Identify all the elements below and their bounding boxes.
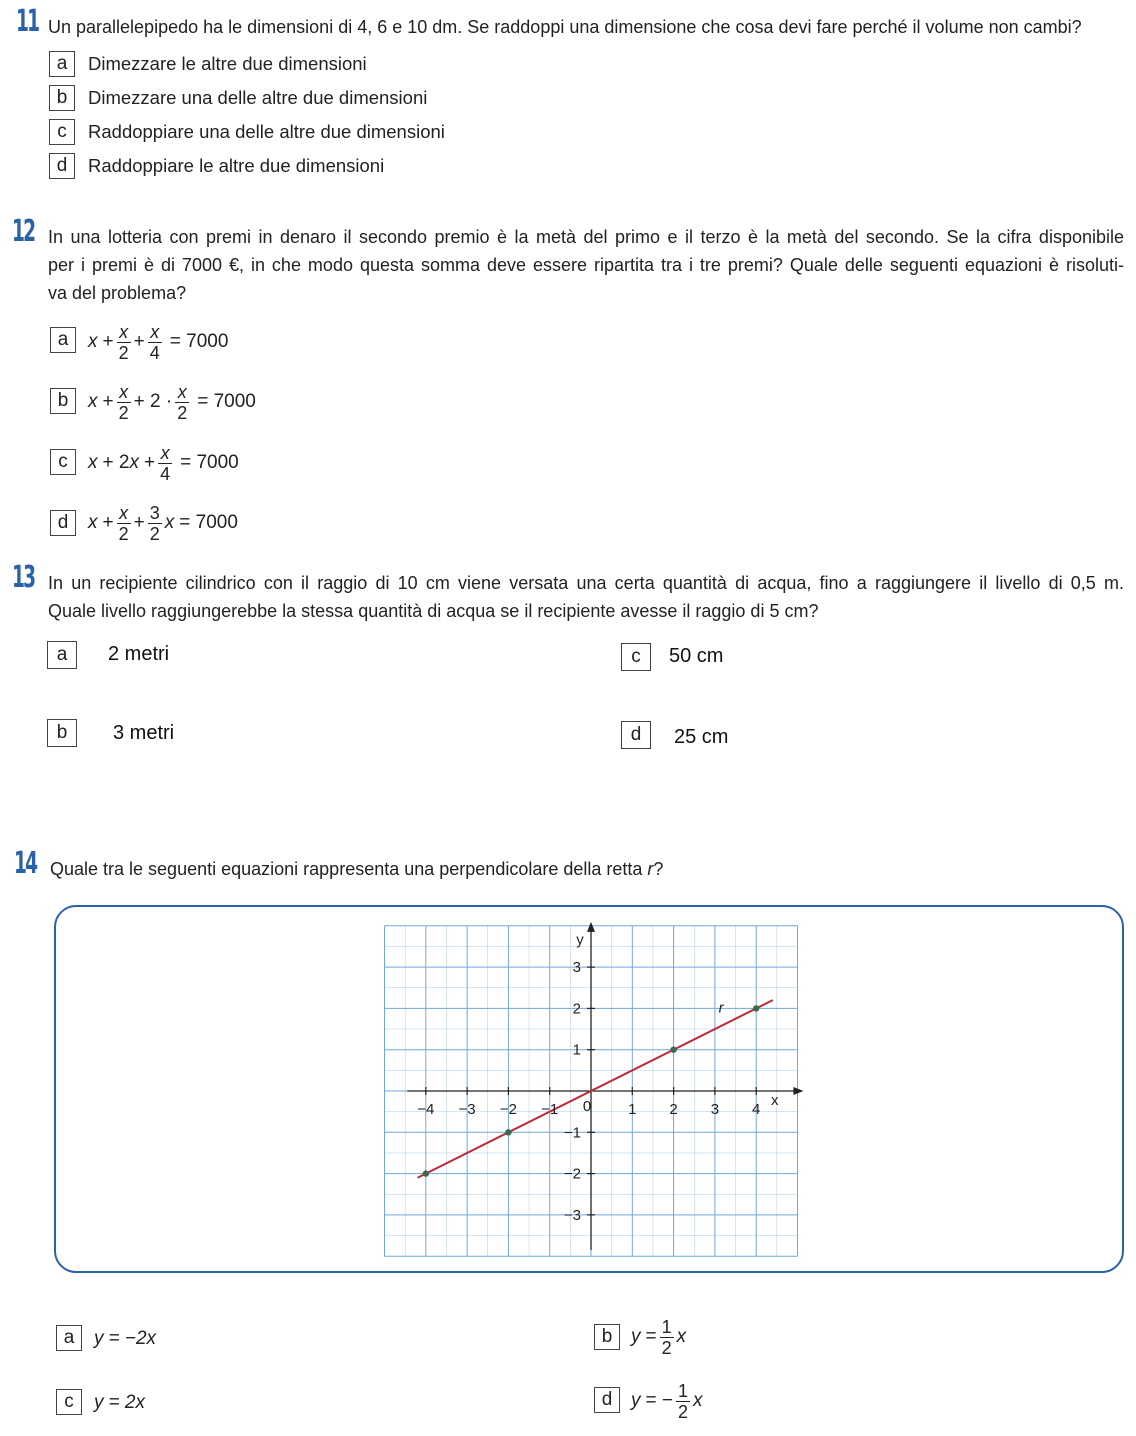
- q11-option-a-text: Dimezzare le altre due dimensioni: [88, 53, 367, 74]
- origin-label: 0: [582, 1098, 592, 1115]
- question-13-line-2: Quale livello raggiungerebbe la stessa quantità di acqua se il recipiente avesse il raggio di 5 cm?: [48, 601, 819, 621]
- q13-option-a-text: 2 metri: [108, 643, 170, 665]
- q12-option-c-box[interactable]: c: [50, 449, 76, 475]
- x-tick-label: 3: [710, 1101, 720, 1118]
- q13-option-b-text: 3 metri: [113, 722, 175, 744]
- eq-operator: +: [133, 512, 145, 533]
- q13-option-d-box[interactable]: d: [621, 721, 651, 749]
- eq-result: = 7000: [180, 452, 239, 473]
- q14-option-c-box[interactable]: c: [56, 1389, 82, 1415]
- eq-operator: +: [102, 331, 114, 352]
- q12-option-d-box[interactable]: d: [50, 510, 76, 536]
- eq-result: = 7000: [169, 331, 229, 352]
- series-label-r: r: [718, 999, 724, 1017]
- q13-option-c-text: 50 cm: [669, 645, 724, 667]
- q14-option-b-box[interactable]: b: [594, 1324, 620, 1350]
- eq-term: x: [88, 391, 98, 412]
- question-12-line-3: va del problema?: [48, 283, 187, 303]
- q11-option-b-box[interactable]: b: [49, 85, 75, 111]
- q14-option-d-box[interactable]: d: [594, 1387, 620, 1413]
- x-tick-label: −3: [458, 1101, 476, 1118]
- series-line-r: [418, 1000, 773, 1178]
- eq-term: x: [164, 512, 175, 533]
- y-tick-label: −1: [563, 1124, 581, 1142]
- question-14-text-main: Quale tra le seguenti equazioni rappresenta una perpendicolare della retta: [50, 859, 648, 879]
- eq-result: = −2x: [108, 1328, 157, 1349]
- eq-fraction: $\frac{3}{2}$: [149, 502, 160, 544]
- x-axis-arrow: [793, 1087, 803, 1095]
- eq-operator: + 2: [102, 452, 130, 473]
- q14-option-a-equation: [94, 1324, 156, 1354]
- q11-option-b-text: Dimezzare una delle altre due dimensioni: [88, 87, 428, 108]
- q14-option-a-box[interactable]: a: [56, 1325, 82, 1351]
- data-point: [423, 1170, 429, 1176]
- question-14-text-var: r: [647, 859, 654, 879]
- eq-term: x: [88, 512, 98, 533]
- eq-term: x: [676, 1326, 687, 1347]
- eq-fraction: $\frac{x}{4}$: [160, 442, 171, 484]
- eq-term: x: [88, 331, 98, 352]
- x-tick-label: −4: [417, 1101, 435, 1118]
- line-graph: [370, 920, 810, 1260]
- eq-fraction: $\frac{1}{2}$: [677, 1380, 688, 1422]
- y-tick-label: −3: [563, 1206, 581, 1224]
- eq-fraction: $\frac{x}{2}$: [118, 502, 129, 544]
- eq-fraction: $\frac{x}{2}$: [118, 381, 129, 423]
- question-12-line-1: In una lotteria con premi in denaro il secondo premio è la metà del primo e il terzo è la metà del secondo. Se la cifra disponibile: [48, 227, 1124, 247]
- eq-fraction: $\frac{x}{4}$: [149, 321, 160, 363]
- eq-term: x: [88, 452, 98, 473]
- q13-option-b-box[interactable]: b: [47, 719, 77, 747]
- x-tick-label: −1: [541, 1101, 559, 1118]
- y-tick-label: 2: [572, 1000, 581, 1018]
- eq-fraction: $\frac{1}{2}$: [661, 1316, 672, 1358]
- eq-result: = 2x: [108, 1392, 145, 1413]
- eq-operator: +: [133, 331, 145, 352]
- q14-option-b-equation: [631, 1313, 686, 1361]
- data-point: [753, 1005, 759, 1011]
- q11-option-d-box[interactable]: d: [49, 153, 75, 179]
- q12-option-b-equation: [88, 378, 256, 426]
- eq-term: y: [94, 1328, 104, 1349]
- question-14-text-end: ?: [653, 859, 664, 879]
- eq-fraction: $\frac{x}{2}$: [118, 321, 129, 363]
- q12-option-c-equation: [88, 439, 239, 487]
- q13-option-c-box[interactable]: c: [621, 643, 651, 671]
- series: [418, 1000, 773, 1178]
- eq-operator: +: [143, 452, 156, 473]
- question-number-11: 11: [16, 4, 39, 39]
- eq-operator: +: [102, 391, 114, 412]
- eq-operator: +: [102, 512, 114, 533]
- y-axis-arrow: [587, 922, 595, 932]
- eq-result: = 7000: [179, 512, 238, 533]
- q11-option-c-box[interactable]: c: [49, 119, 75, 145]
- q11-option-c-text: Raddoppiare una delle altre due dimensioni: [88, 121, 445, 142]
- eq-term: y: [631, 1326, 641, 1347]
- question-12-line-2: per i premi è di 7000 €, in che modo questa somma deve essere ripartita tra i tre premi? Quale delle seguenti equazioni è risoluti-: [48, 255, 1124, 275]
- x-tick-label: 2: [669, 1101, 678, 1118]
- eq-term: x: [129, 452, 139, 473]
- y-tick-label: 1: [572, 1041, 581, 1059]
- x-tick-label: −2: [499, 1101, 517, 1118]
- eq-term: y: [94, 1392, 104, 1413]
- labels: [417, 931, 779, 1223]
- question-number-14: 14: [14, 846, 37, 881]
- eq-term: y: [631, 1390, 641, 1411]
- x-tick-label: 1: [628, 1101, 637, 1118]
- y-axis-label: y: [576, 931, 584, 949]
- q11-option-a-box[interactable]: a: [49, 51, 75, 77]
- eq-operator: = −: [645, 1390, 673, 1411]
- question-14-text: [50, 856, 663, 883]
- data-point: [505, 1129, 511, 1135]
- eq-result: = 7000: [197, 391, 256, 412]
- q11-option-d-text: Raddoppiare le altre due dimensioni: [88, 155, 385, 176]
- q12-option-b-box[interactable]: b: [50, 388, 76, 414]
- question-number-13: 13: [12, 560, 35, 595]
- eq-operator: + 2 ·: [133, 391, 173, 412]
- x-axis-label: x: [771, 1092, 779, 1109]
- eq-operator: =: [645, 1326, 657, 1347]
- q13-option-d-text: 25 cm: [674, 726, 729, 748]
- y-tick-label: −2: [563, 1165, 581, 1183]
- eq-term: x: [693, 1390, 703, 1411]
- x-tick-label: 4: [752, 1101, 761, 1118]
- eq-fraction: $\frac{x}{2}$: [177, 381, 188, 423]
- q13-option-a-box[interactable]: a: [47, 641, 77, 669]
- question-13-line-1: In un recipiente cilindrico con il raggio di 10 cm viene versata una certa quantità di acqua, fino a raggiungere il livello di 0,5 m.: [48, 573, 1124, 593]
- y-tick-label: 3: [572, 959, 581, 977]
- q12-option-a-equation: [88, 318, 228, 366]
- q12-option-d-equation: [88, 499, 238, 547]
- q14-option-d-equation: [631, 1377, 703, 1425]
- q12-option-a-box[interactable]: a: [50, 327, 76, 353]
- q14-option-c-equation: [94, 1388, 145, 1418]
- question-number-12: 12: [12, 214, 35, 249]
- question-11-text: Un parallelepipedo ha le dimensioni di 4, 6 e 10 dm. Se raddoppi una dimensione che cosa devi fare perché il volume non cambi?: [48, 17, 1082, 37]
- data-point: [670, 1047, 676, 1053]
